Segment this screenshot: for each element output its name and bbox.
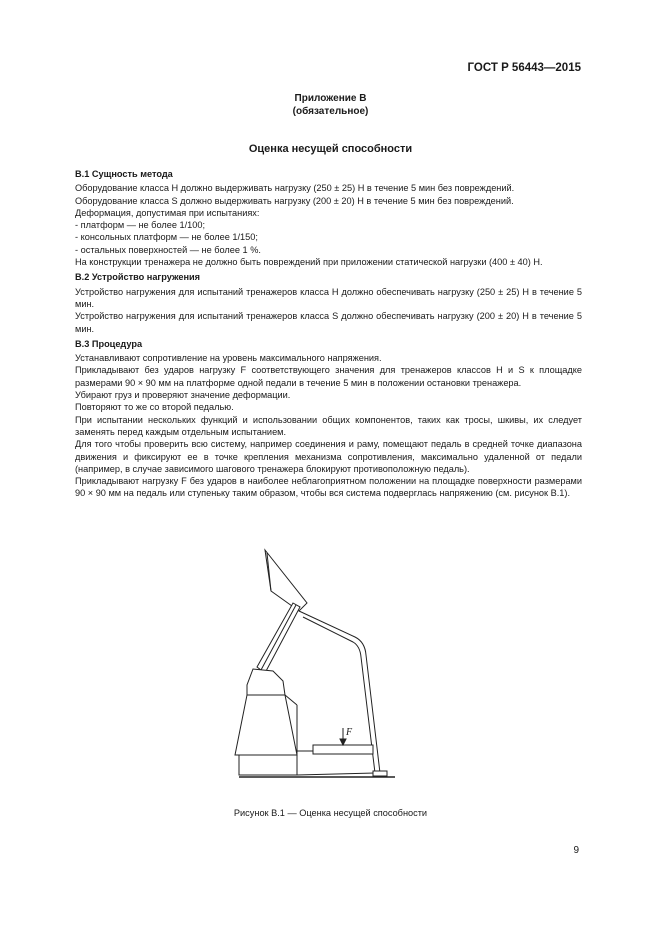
paragraph: Повторяют то же со второй педалью. (75, 402, 234, 413)
document-id: ГОСТ Р 56443—2015 (467, 62, 581, 74)
console-display (265, 550, 307, 611)
section-heading-b2: В.2 Устройство нагружения (75, 272, 201, 283)
paragraph: Прикладывают нагрузку F без ударов в наиболее неблагоприятном положении на площадке поверхности размерами 90 × 90 мм на педаль или ступеньку таким образом, чтобы вся система подверглась напряжению (см. рисунок В.1). (75, 476, 582, 499)
list-item: - консольных платформ — не более 1/150; (75, 232, 258, 243)
force-label: F (346, 727, 353, 738)
paragraph: Устанавливают сопротивление на уровень максимального напряжения. (75, 353, 382, 364)
paragraph: Для того чтобы проверить всю систему, например соединения и раму, помещают педаль в средней точке диапазона движения и фиксируют ее в точке крепления механизма сопротивления, максимально удаленной от педали (например, в случае зависимого шагового тренажера блокируют противоположную педаль). (75, 439, 582, 474)
paragraph: Оборудование класса H должно выдерживать нагрузку (250 ± 25) Н в течение 5 мин без повреждений. (75, 183, 515, 194)
paragraph: На конструкции тренажера не должно быть повреждений при приложении статической нагрузки (400 ± 40) Н. (75, 257, 543, 268)
machine-housing (235, 669, 297, 775)
paragraph: Оборудование класса S должно выдерживать нагрузку (200 ± 20) Н в течение 5 мин без повреждений. (75, 195, 514, 206)
stepper-figure (225, 545, 435, 790)
annex-heading (0, 92, 661, 118)
figure-caption: Рисунок В.1 — Оценка несущей способности (233, 808, 428, 818)
paragraph: Деформация, допустимая при испытаниях: (75, 207, 260, 218)
document-body (75, 168, 582, 500)
page-number: 9 (573, 845, 579, 856)
page-title: Оценка несущей способности (248, 143, 413, 155)
paragraph: Устройство нагружения для испытаний тренажеров класса H должно обеспечивать нагрузку (250 ± 25) Н в течение 5 мин. (75, 286, 582, 309)
annex-label: Приложение В (294, 93, 367, 104)
section-heading-b3: В.3 Процедура (75, 338, 143, 349)
list-item: - платформ — не более 1/100; (75, 220, 206, 231)
pedal (297, 745, 373, 754)
section-heading-b1: В.1 Сущность метода (75, 169, 173, 179)
console-column (257, 603, 300, 673)
paragraph: Устройство нагружения для испытаний тренажеров класса S должно обеспечивать нагрузку (200 ± 20) Н в течение 5 мин. (75, 311, 582, 334)
paragraph: При испытании нескольких функций и использовании общих компонентов, таких как тросы, шкивы, их следует заменять перед каждым отдельным испытанием. (75, 414, 582, 437)
paragraph: Прикладывают без ударов нагрузку F соответствующего значения для тренажеров классов H и S к площадке размерами 90 × 90 мм на платформе одной педали в течение 5 мин в положении остановки тренажера. (75, 365, 582, 388)
paragraph: Убирают груз и проверяют значение деформации. (75, 390, 291, 401)
list-item: - остальных поверхностей — не более 1 %. (75, 244, 261, 255)
annex-status: (обязательное) (292, 106, 369, 117)
